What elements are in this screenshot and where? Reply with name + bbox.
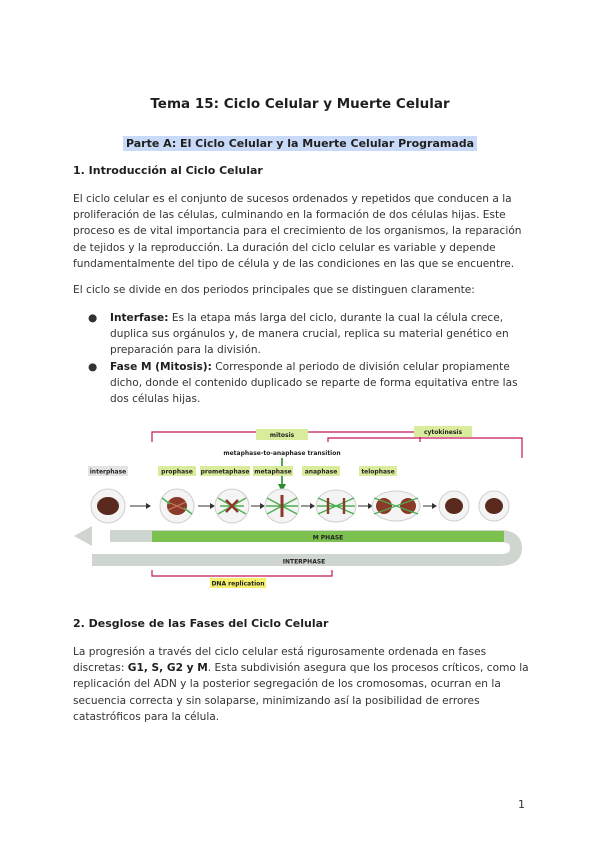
bullet-dot: ● bbox=[88, 312, 98, 324]
interphase-label: interphase bbox=[89, 468, 127, 476]
section2-phases-bold: G1, S, G2 y M bbox=[127, 662, 208, 675]
bullet-fase-m bbox=[90, 359, 530, 408]
section1-heading: 1. Introducción al Ciclo Celular bbox=[73, 164, 263, 177]
section2-text-end: . Esta subdivisión asegura que los procesos críticos, como la replicación del ADN y la posterior segregación de los cromosomas, ocurran en la secuencia correcta y sin solaparse, minimizando así la posibilidad de errores catastróficos para la célula. bbox=[73, 662, 529, 723]
document-title: Tema 15: Ciclo Celular y Muerte Celular bbox=[150, 96, 450, 112]
bullet-dot: ● bbox=[88, 361, 98, 373]
bullet-text: Corresponde al periodo de división celular propiamente dicho, donde el contenido duplicado se reparte de forma equitativa entre las dos células hijas. bbox=[110, 361, 518, 406]
bullet-text: Es la etapa más larga del ciclo, durante la cual la célula crece, duplica sus orgánulos y, de manera crucial, replica su material genético en preparación para la división. bbox=[110, 312, 509, 357]
prophase-label: prophase bbox=[161, 468, 193, 476]
section2-heading: 2. Desglose de las Fases del Ciclo Celular bbox=[73, 617, 329, 630]
cytokinesis-label: cytokinesis bbox=[423, 429, 463, 436]
cell-row bbox=[91, 489, 509, 523]
section-subtitle: Parte A: El Ciclo Celular y la Muerte Celular Programada bbox=[123, 136, 477, 151]
dna-replication-label: DNA replication bbox=[211, 580, 265, 588]
m-phase-label: M PHASE bbox=[312, 534, 344, 542]
section2-text-start: La progresión a través del ciclo celular está rigurosamente ordenada en fases discretas: bbox=[73, 646, 487, 675]
bullet-term: Interfase: bbox=[110, 312, 169, 324]
section1-paragraph-1: El ciclo celular es el conjunto de sucesos ordenados y repetidos que conducen a la proliferación de las células, culminando en la formación de dos células hijas. Este proceso es de vital importancia para el crecimiento de los organismos, la reparación de tejidos y la reproducción. La duración del ciclo celular es variable y depende fundamentalmente del tipo de célula y de las condiciones en las que se encuentre. bbox=[73, 193, 522, 270]
section1-paragraph-2: El ciclo se divide en dos periodos principales que se distinguen claramente: bbox=[73, 284, 475, 296]
section2-paragraph bbox=[73, 644, 533, 725]
anaphase-label: anaphase bbox=[304, 468, 338, 476]
interphase-bar-label: INTERPHASE bbox=[282, 558, 326, 566]
telophase-label: telophase bbox=[361, 468, 395, 476]
mitosis-label: mitosis bbox=[269, 432, 295, 439]
metaphase-label: metaphase bbox=[254, 468, 292, 476]
cell-cycle-diagram bbox=[70, 418, 530, 598]
prometaphase-label: prometaphase bbox=[200, 468, 250, 476]
bullet-interfase bbox=[90, 310, 530, 359]
transition-label: metaphase-to-anaphase transition bbox=[223, 450, 341, 457]
bullet-term: Fase M (Mitosis): bbox=[110, 361, 212, 373]
page-number: 1 bbox=[518, 798, 525, 811]
